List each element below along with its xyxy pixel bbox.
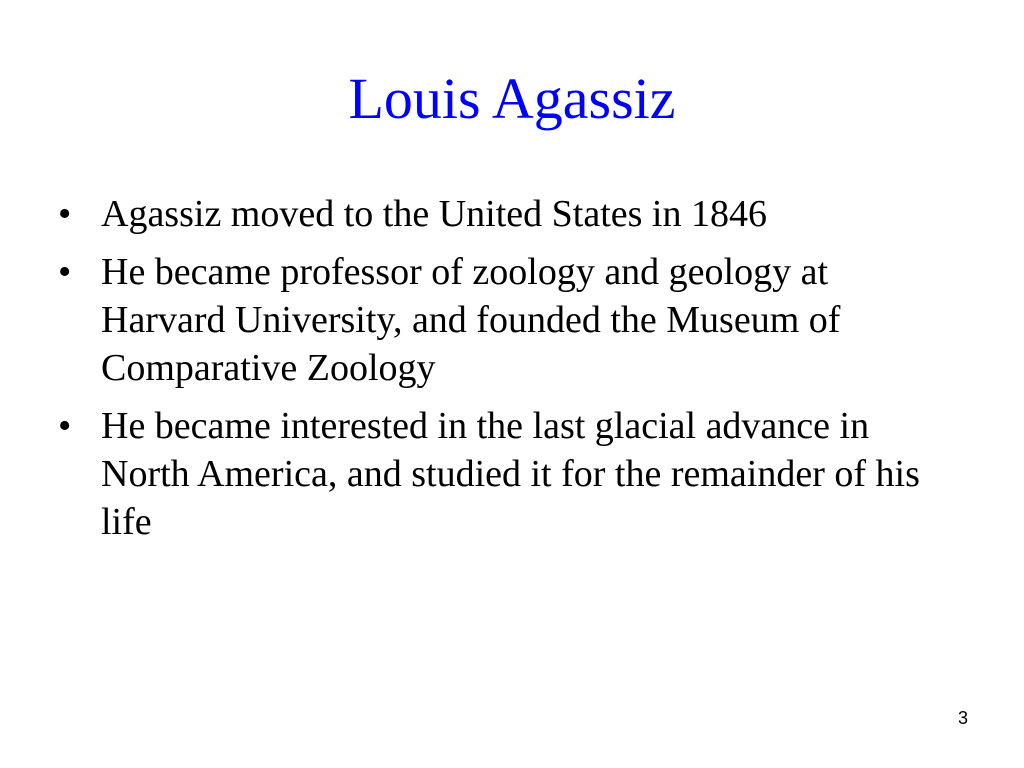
slide-title: Louis Agassiz (348, 66, 676, 131)
bullet-item (58, 248, 958, 392)
bullet-text: He became professor of zoology and geology at Harvard University, and founded the Museum of Comparative Zoology (101, 251, 841, 389)
bullet-item (58, 190, 958, 238)
bullet-icon: • (58, 251, 72, 293)
bullet-text: Agassiz moved to the United States in 1846 (101, 193, 767, 235)
bullet-item (58, 402, 958, 546)
page-number: 3 (957, 708, 968, 728)
bullet-list (58, 190, 958, 556)
bullet-icon: • (58, 405, 72, 447)
bullet-text: He became interested in the last glacial advance in North America, and studied it for the remainder of his life (101, 405, 920, 543)
bullet-icon: • (58, 193, 72, 235)
